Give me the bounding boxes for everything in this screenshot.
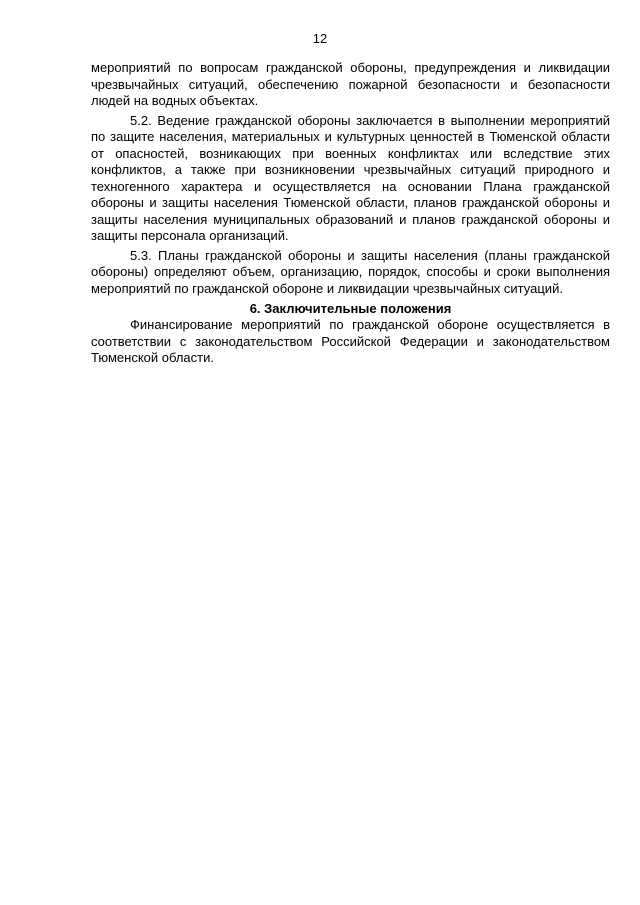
section-6-paragraph: Финансирование мероприятий по гражданской обороне осуществляется в соответствии с законодательством Российской Федерации и законодательством Тюменской области. bbox=[91, 317, 610, 365]
section-6-heading: 6. Заключительные положения bbox=[249, 301, 452, 316]
document-body bbox=[91, 60, 610, 367]
paragraph-5-3: 5.3. Планы гражданской обороны и защиты населения (планы гражданской обороны) определяют объем, организацию, порядок, способы и сроки выполнения мероприятий по гражданской обороне и ликвидации чрезвычайных ситуаций. bbox=[91, 247, 610, 296]
page-number: 12 bbox=[312, 31, 328, 46]
paragraph-5-2: 5.2. Ведение гражданской обороны заключается в выполнении мероприятий по защите населения, материальных и культурных ценностей в Тюменской области от опасностей, возникающих при военных конфликтах или вследствие этих конфликтов, а также при возникновении чрезвычайных ситуаций природного и техногенного характера и осуществляется на основании Плана гражданской обороны и защиты населения Тюменской области, планов гражданской обороны и защиты населения муниципальных образований и планов гражданской обороны и защиты персонала организаций. bbox=[91, 112, 610, 243]
paragraph-continuation: мероприятий по вопросам гражданской обороны, предупреждения и ликвидации чрезвычайных ситуаций, обеспечению пожарной безопасности и безопасности людей на водных объектах. bbox=[91, 60, 610, 108]
